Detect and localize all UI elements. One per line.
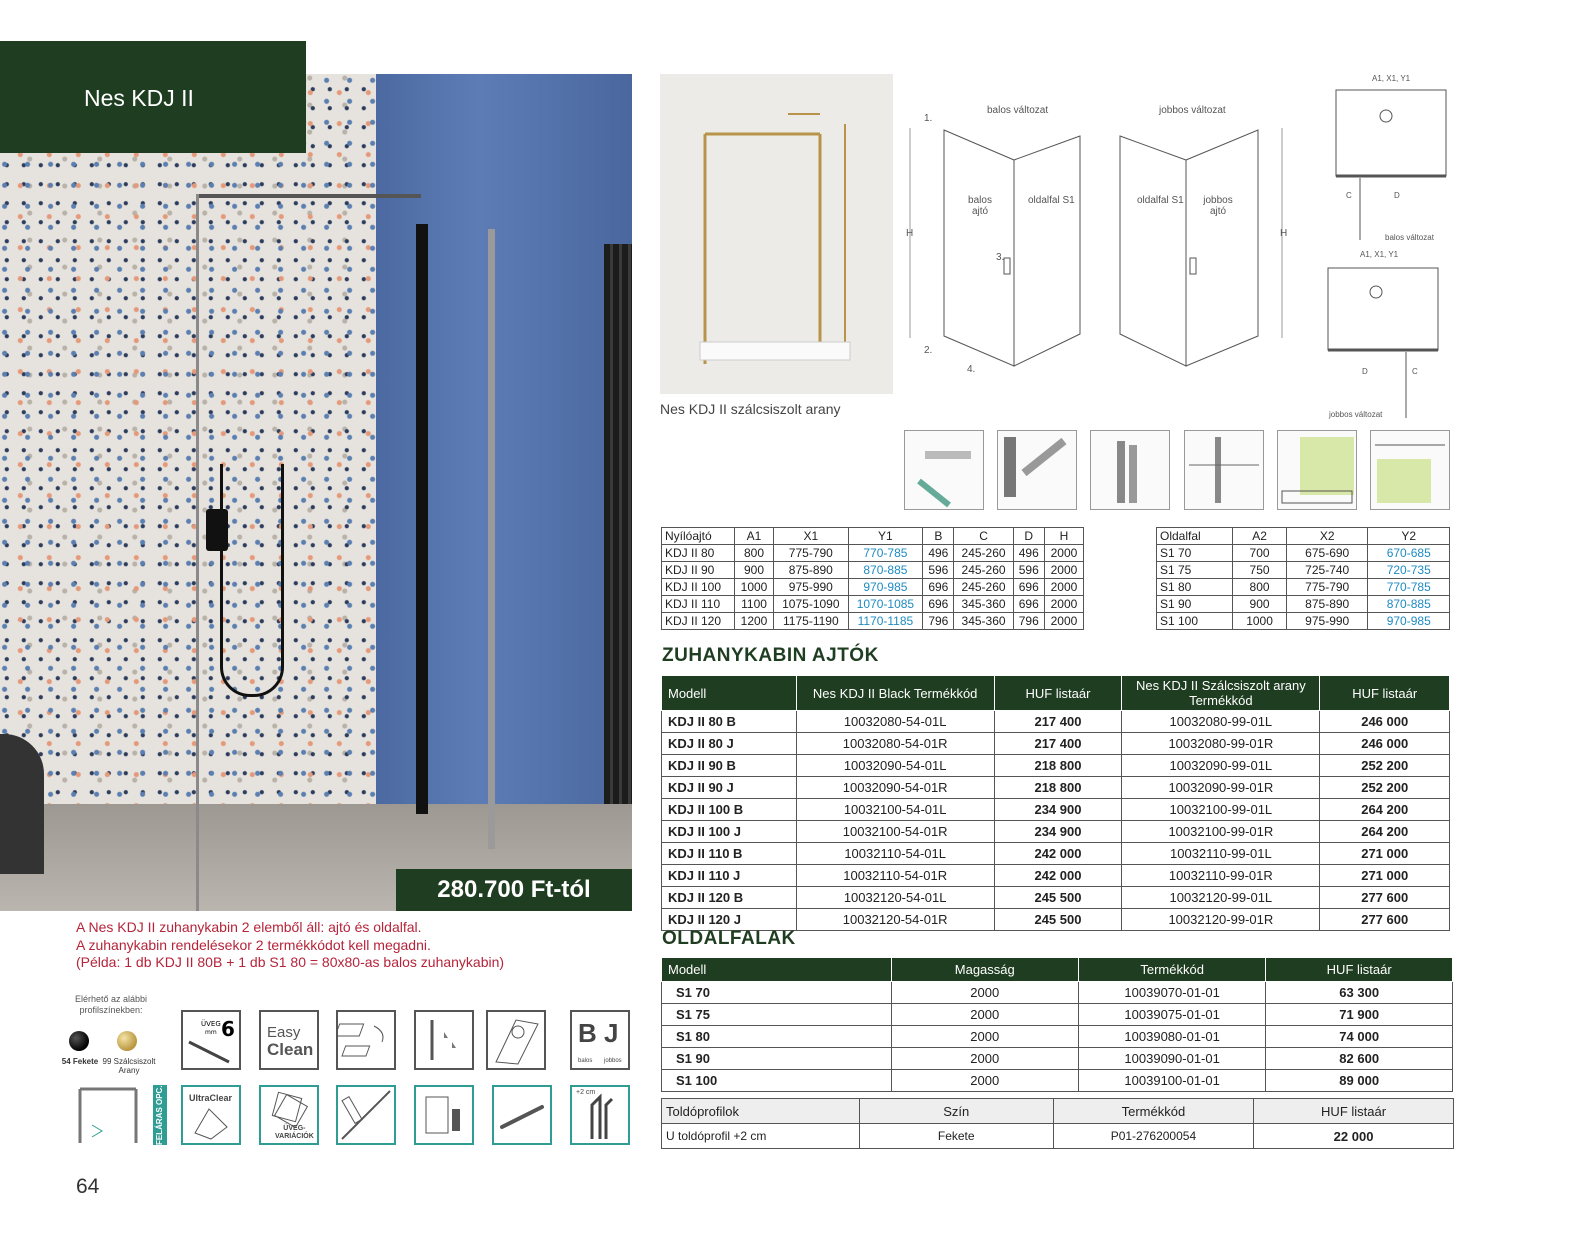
- cell: 246 000: [1320, 711, 1450, 733]
- cell: KDJ II 90: [662, 562, 735, 579]
- cell: 10032120-99-01R: [1122, 909, 1320, 931]
- magnetic-seal-icon: [414, 1085, 474, 1145]
- cell: 10032110-54-01L: [796, 843, 994, 865]
- cell: KDJ II 110 J: [662, 865, 797, 887]
- cell: KDJ II 80: [662, 545, 735, 562]
- cell: 875-890: [1286, 596, 1368, 613]
- header-cell: C: [954, 528, 1013, 545]
- cell: 63 300: [1266, 982, 1453, 1004]
- side-spec-table: [1156, 527, 1450, 630]
- glass-variations-text: [275, 1125, 314, 1141]
- header-cell: HUF listaár: [1266, 958, 1453, 982]
- availability-line: Elérhető az alábbi: [74, 994, 148, 1004]
- cell: Fekete: [859, 1124, 1053, 1149]
- cell: 796: [1013, 613, 1044, 630]
- gold-color-swatch: [117, 1031, 137, 1051]
- cell: 720-735: [1368, 562, 1450, 579]
- table-row: [662, 579, 1084, 596]
- cell: 245 500: [994, 909, 1122, 931]
- detail-thumb-5: [1277, 430, 1357, 510]
- cell: 970-985: [848, 579, 923, 596]
- cell: 596: [923, 562, 954, 579]
- extension-profile-icon: [570, 1085, 630, 1145]
- table-row: [662, 887, 1450, 909]
- table-header-row: [662, 958, 1453, 982]
- small-photo-caption: Nes KDJ II szálcsiszolt arany: [660, 401, 841, 417]
- header-cell: Termékkód: [1078, 958, 1265, 982]
- cell: 696: [1013, 579, 1044, 596]
- easy-text: Easy: [267, 1024, 301, 1041]
- cell: 2000: [891, 1026, 1078, 1048]
- order-note: [76, 919, 504, 972]
- profile-table: [661, 1098, 1454, 1149]
- cell: 675-690: [1286, 545, 1368, 562]
- plan-balos-label: balos változat: [1385, 233, 1434, 242]
- table-header-row: [662, 1099, 1454, 1124]
- header-cell: HUF listaár: [1254, 1099, 1454, 1124]
- header-cell: Modell: [662, 958, 892, 982]
- plan-right-diagram: [1314, 262, 1448, 422]
- cell: 770-785: [1368, 579, 1450, 596]
- header-cell: X2: [1286, 528, 1368, 545]
- cell: 218 800: [994, 777, 1122, 799]
- header-cell: B: [923, 528, 954, 545]
- cell: KDJ II 80 J: [662, 733, 797, 755]
- cell: 71 900: [1266, 1004, 1453, 1026]
- cell: 1100: [735, 596, 774, 613]
- cell: P01-276200054: [1053, 1124, 1253, 1149]
- cell: 22 000: [1254, 1124, 1454, 1149]
- n1-label: 1.: [924, 113, 933, 124]
- n3-label: 3.: [996, 252, 1005, 263]
- cell: KDJ II 90 B: [662, 755, 797, 777]
- table-header-row: [662, 676, 1450, 711]
- cell: 796: [923, 613, 954, 630]
- cell: 246 000: [1320, 733, 1450, 755]
- black-color-swatch: [69, 1031, 89, 1051]
- table-row: [662, 755, 1450, 777]
- oldalfal-s1-label-right: oldalfal S1: [1137, 195, 1184, 206]
- radiator: [604, 244, 632, 804]
- glass-mm: mm: [205, 1029, 217, 1036]
- detail-thumb-6: [1370, 430, 1450, 510]
- header-cell: HUF listaár: [994, 676, 1122, 711]
- cell: KDJ II 110: [662, 596, 735, 613]
- table-row: [662, 1048, 1453, 1070]
- gold-label-line: 99 Szálcsiszolt: [102, 1057, 156, 1066]
- table-row: [662, 821, 1450, 843]
- cell: 10032120-54-01R: [796, 909, 994, 931]
- header-cell: Nes KDJ II Black Termékkód: [796, 676, 994, 711]
- cell: 242 000: [994, 843, 1122, 865]
- cell: 217 400: [994, 733, 1122, 755]
- reversible-mount-icon: [336, 1010, 396, 1070]
- balos-ajto-label: [955, 195, 1005, 217]
- cell: 1070-1085: [848, 596, 923, 613]
- balos-valtozat-label: balos változat: [987, 105, 1049, 116]
- cell: 245-260: [954, 545, 1013, 562]
- left-right-icon: [570, 1010, 630, 1070]
- balos-label: balos: [578, 1058, 593, 1064]
- table-row: [1157, 596, 1450, 613]
- cell: 1170-1185: [848, 613, 923, 630]
- cell: 10039070-01-01: [1078, 982, 1265, 1004]
- table-row: [662, 562, 1084, 579]
- cell: S1 75: [1157, 562, 1233, 579]
- note-line: (Példa: 1 db KDJ II 80B + 1 db S1 80 = 80x80-as balos zuhanykabin): [76, 954, 505, 970]
- title-box: [0, 41, 306, 153]
- table-row: [662, 777, 1450, 799]
- cell: S1 90: [1157, 596, 1233, 613]
- cell: 975-990: [1286, 613, 1368, 630]
- plan-jobbos-label: jobbos változat: [1329, 410, 1383, 419]
- table-row: [662, 613, 1084, 630]
- glass-6mm-icon: [181, 1010, 241, 1070]
- door-spec-table: [661, 527, 1084, 630]
- table-row: [662, 843, 1450, 865]
- right-variant-diagram: [1112, 118, 1292, 378]
- table-row: [662, 596, 1084, 613]
- plan-c-label-2: C: [1412, 367, 1418, 376]
- header-cell: Termékkód: [1053, 1099, 1253, 1124]
- plan-top-label-2: A1, X1, Y1: [1360, 250, 1399, 259]
- gold-color-label: [100, 1057, 158, 1075]
- detail-thumb-4: [1184, 430, 1264, 510]
- cell: 245 500: [994, 887, 1122, 909]
- doors-section-title: ZUHANYKABIN AJTÓK: [662, 645, 879, 666]
- header-cell: Modell: [662, 676, 797, 711]
- cell: 345-360: [954, 596, 1013, 613]
- header-cell: X1: [774, 528, 849, 545]
- cell: 700: [1233, 545, 1287, 562]
- easy-clean-icon: [259, 1010, 319, 1070]
- availability-label: [58, 994, 164, 1016]
- header-cell: Nes KDJ II Szálcsiszolt arany Termékkód: [1122, 676, 1320, 711]
- terrazzo-wall: [0, 74, 376, 854]
- cell: KDJ II 120 B: [662, 887, 797, 909]
- h-label-left: H: [906, 228, 914, 239]
- plan-left-diagram: [1316, 82, 1450, 242]
- plan-d-label-1: D: [1394, 191, 1400, 200]
- cell: 870-885: [1368, 596, 1450, 613]
- header-cell: Szín: [859, 1099, 1053, 1124]
- cell: KDJ II 100 J: [662, 821, 797, 843]
- jobbos-valtozat-label: jobbos változat: [1159, 105, 1226, 116]
- header-cell: Oldalfal: [1157, 528, 1233, 545]
- cell: 670-685: [1368, 545, 1450, 562]
- cell: 252 200: [1320, 755, 1450, 777]
- cell: 10032120-99-01L: [1122, 887, 1320, 909]
- cell: 10032080-99-01L: [1122, 711, 1320, 733]
- cell: 245-260: [954, 579, 1013, 596]
- cell: 10032120-54-01L: [796, 887, 994, 909]
- cell: 750: [1233, 562, 1287, 579]
- header-cell: Nyílóajtó: [662, 528, 735, 545]
- cell: 2000: [891, 1004, 1078, 1026]
- detail-thumb-3: [1090, 430, 1170, 510]
- cell: 89 000: [1266, 1070, 1453, 1092]
- cell: 2000: [1044, 545, 1083, 562]
- cell: 242 000: [994, 865, 1122, 887]
- hero-photo: [0, 74, 632, 911]
- cell: 10032080-54-01R: [796, 733, 994, 755]
- cell: 496: [923, 545, 954, 562]
- cell: 345-360: [954, 613, 1013, 630]
- cell: 10032110-99-01R: [1122, 865, 1320, 887]
- cell: 10032090-54-01R: [796, 777, 994, 799]
- cell: 870-885: [848, 562, 923, 579]
- jobbos-ajto-label: [1198, 195, 1238, 217]
- table-row: [662, 1026, 1453, 1048]
- table-row: [662, 545, 1084, 562]
- availability-line: profilszínekben:: [79, 1005, 143, 1015]
- glass-left-edge: [196, 194, 199, 911]
- plan-top-label: A1, X1, Y1: [1372, 74, 1411, 83]
- cell: 800: [1233, 579, 1287, 596]
- header-cell: Magasság: [891, 958, 1078, 982]
- cell: 725-740: [1286, 562, 1368, 579]
- header-cell: A2: [1233, 528, 1287, 545]
- water-protection-icon: [414, 1010, 474, 1070]
- plan-c-label-1: C: [1346, 191, 1352, 200]
- cell: 234 900: [994, 799, 1122, 821]
- cell: 234 900: [994, 821, 1122, 843]
- balos-ajto-line: ajtó: [971, 206, 989, 217]
- cell: 10032090-99-01L: [1122, 755, 1320, 777]
- cell: 2000: [891, 982, 1078, 1004]
- cell: S1 80: [662, 1026, 892, 1048]
- glass-variations-line: ÜVEG-: [283, 1125, 306, 1132]
- glass-value: 6: [221, 1017, 235, 1041]
- cell: 696: [923, 596, 954, 613]
- table-header-row: [1157, 528, 1450, 545]
- cell: 82 600: [1266, 1048, 1453, 1070]
- cell: 271 000: [1320, 843, 1450, 865]
- detail-thumb-2: [997, 430, 1077, 510]
- cell: 74 000: [1266, 1026, 1453, 1048]
- cell: 10032110-99-01L: [1122, 843, 1320, 865]
- n4-label: 4.: [967, 364, 976, 375]
- cell: 277 600: [1320, 887, 1450, 909]
- cell: 2000: [1044, 613, 1083, 630]
- table-header-row: [662, 528, 1084, 545]
- ultraclear-text: UltraClear: [189, 1093, 233, 1103]
- side-section-title: OLDALFALAK: [662, 928, 796, 949]
- cell: KDJ II 110 B: [662, 843, 797, 865]
- glass-label: ÜVEG: [201, 1020, 221, 1028]
- price-from-badge: 280.700 Ft-tól: [396, 869, 632, 911]
- glass-variations-icon: [259, 1085, 319, 1145]
- cell: 975-990: [774, 579, 849, 596]
- header-cell: H: [1044, 528, 1083, 545]
- cell: KDJ II 120 J: [662, 909, 797, 931]
- cell: 10039080-01-01: [1078, 1026, 1265, 1048]
- cell: KDJ II 80 B: [662, 711, 797, 733]
- cell: 875-890: [774, 562, 849, 579]
- b-letter: B: [578, 1018, 597, 1048]
- table-row: [662, 1124, 1454, 1149]
- cell: 10032080-54-01L: [796, 711, 994, 733]
- cell: 10032100-99-01L: [1122, 799, 1320, 821]
- cell: 496: [1013, 545, 1044, 562]
- j-letter: J: [604, 1018, 619, 1048]
- jobbos-ajto-line: ajtó: [1209, 206, 1227, 217]
- glass-variations-line: VARIÁCIÓK: [275, 1133, 314, 1140]
- cell: 900: [1233, 596, 1287, 613]
- page-title: Nes KDJ II: [84, 85, 194, 111]
- towel-bar-icon: [492, 1085, 552, 1145]
- table-row: [662, 1070, 1453, 1092]
- cell: 218 800: [994, 755, 1122, 777]
- jobbos-ajto-line: jobbos: [1203, 195, 1233, 206]
- cell: S1 75: [662, 1004, 892, 1026]
- note-line: A zuhanykabin rendelésekor 2 termékkódot kell megadni.: [76, 936, 431, 953]
- side-price-table: [661, 957, 1453, 1092]
- table-row: [662, 711, 1450, 733]
- cell: 10032100-54-01R: [796, 821, 994, 843]
- corner-entry-icon: [76, 1085, 140, 1147]
- cell: S1 100: [1157, 613, 1233, 630]
- clean-text: Clean: [267, 1040, 314, 1059]
- page-number: 64: [76, 1175, 100, 1198]
- cell: 10032100-54-01L: [796, 799, 994, 821]
- table-row: [662, 982, 1453, 1004]
- plus2cm-label: +2 cm: [576, 1089, 596, 1096]
- cell: 775-790: [1286, 579, 1368, 596]
- cell: U toldóprofil +2 cm: [662, 1124, 860, 1149]
- table-row: [1157, 545, 1450, 562]
- door-profile: [416, 224, 428, 814]
- cell: 1175-1190: [774, 613, 849, 630]
- cell: KDJ II 100: [662, 579, 735, 596]
- table-row: [662, 865, 1450, 887]
- balos-ajto-line: balos: [968, 195, 992, 206]
- cell: 2000: [891, 1048, 1078, 1070]
- cell: 800: [735, 545, 774, 562]
- cell: 2000: [1044, 562, 1083, 579]
- note-line: A Nes KDJ II zuhanykabin 2 elemből áll: ajtó és oldalfal.: [76, 919, 422, 935]
- oldalfal-s1-label-left: oldalfal S1: [1028, 195, 1075, 206]
- glass-top-rail: [196, 194, 421, 198]
- cell: 217 400: [994, 711, 1122, 733]
- header-cell: HUF listaár: [1320, 676, 1450, 711]
- cell: 2000: [1044, 579, 1083, 596]
- table-row: [662, 733, 1450, 755]
- cell: 10032110-54-01R: [796, 865, 994, 887]
- cell: 10032090-54-01L: [796, 755, 994, 777]
- gold-cabin-photo: [660, 74, 893, 394]
- header-cell: Y2: [1368, 528, 1450, 545]
- cell: 1000: [1233, 613, 1287, 630]
- cell: S1 90: [662, 1048, 892, 1070]
- cell: 10032100-99-01R: [1122, 821, 1320, 843]
- ultraclear-icon: [181, 1085, 241, 1145]
- cell: 10032090-99-01R: [1122, 777, 1320, 799]
- cell: 696: [1013, 596, 1044, 613]
- cell: 10039090-01-01: [1078, 1048, 1265, 1070]
- optional-extra-label: FELÁRAS OPC.: [153, 1085, 167, 1145]
- table-row: [1157, 579, 1450, 596]
- gold-label-line: Arany: [118, 1066, 140, 1075]
- cell: 900: [735, 562, 774, 579]
- header-cell: D: [1013, 528, 1044, 545]
- cell: S1 100: [662, 1070, 892, 1092]
- blue-wall: [376, 74, 632, 854]
- cell: 970-985: [1368, 613, 1450, 630]
- table-row: [662, 1004, 1453, 1026]
- cell: 252 200: [1320, 777, 1450, 799]
- cell: 10032080-99-01R: [1122, 733, 1320, 755]
- door-frame: [488, 229, 495, 849]
- cell: KDJ II 90 J: [662, 777, 797, 799]
- header-cell: Toldóprofilok: [662, 1099, 860, 1124]
- hinge-door-icon: [486, 1010, 546, 1070]
- table-row: [662, 799, 1450, 821]
- cell: 1200: [735, 613, 774, 630]
- doors-price-table: [661, 675, 1450, 931]
- cell: 10039075-01-01: [1078, 1004, 1265, 1026]
- jobbos-label: jobbos: [604, 1058, 622, 1064]
- h-label-right: H: [1280, 228, 1288, 239]
- cell: 2000: [891, 1070, 1078, 1092]
- header-cell: A1: [735, 528, 774, 545]
- cell: 596: [1013, 562, 1044, 579]
- cell: KDJ II 120: [662, 613, 735, 630]
- cell: 2000: [1044, 596, 1083, 613]
- table-row: [1157, 562, 1450, 579]
- cell: KDJ II 100 B: [662, 799, 797, 821]
- left-variant-diagram: [904, 118, 1094, 378]
- plan-d-label-2: D: [1362, 367, 1368, 376]
- cell: 264 200: [1320, 799, 1450, 821]
- chair: [0, 734, 44, 874]
- cell: 775-790: [774, 545, 849, 562]
- cell: 245-260: [954, 562, 1013, 579]
- black-color-label: 54 Fekete: [61, 1057, 99, 1066]
- n2-label: 2.: [924, 345, 933, 356]
- cell: S1 70: [1157, 545, 1233, 562]
- table-row: [1157, 613, 1450, 630]
- cell: 696: [923, 579, 954, 596]
- coating-brush-icon: [336, 1085, 396, 1145]
- cell: 1000: [735, 579, 774, 596]
- cell: S1 70: [662, 982, 892, 1004]
- cell: 264 200: [1320, 821, 1450, 843]
- shower-hose: [220, 464, 284, 697]
- cell: S1 80: [1157, 579, 1233, 596]
- cell: 770-785: [848, 545, 923, 562]
- cell: 1075-1090: [774, 596, 849, 613]
- header-cell: Y1: [848, 528, 923, 545]
- cell: 10039100-01-01: [1078, 1070, 1265, 1092]
- cell: 277 600: [1320, 909, 1450, 931]
- cell: 271 000: [1320, 865, 1450, 887]
- detail-thumb-1: [904, 430, 984, 510]
